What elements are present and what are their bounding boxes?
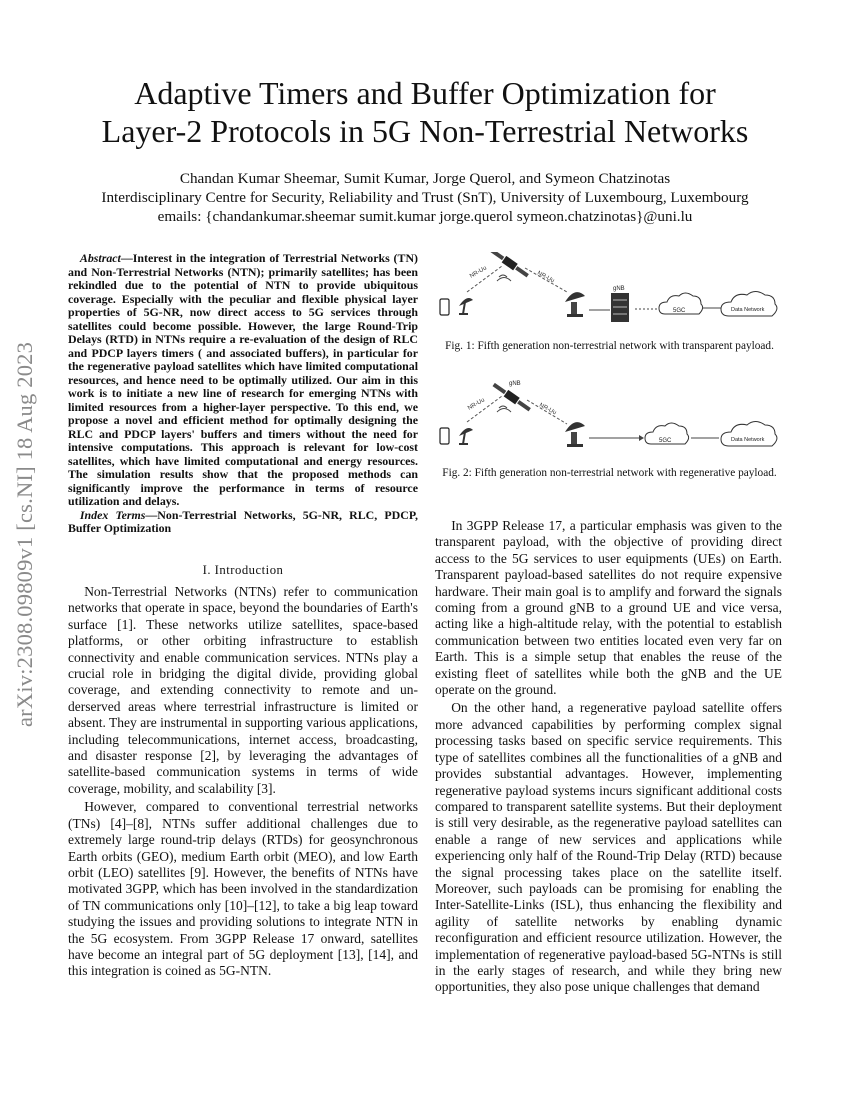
data-network-label-1: Data Network bbox=[731, 307, 765, 313]
section-heading: I. Introduction bbox=[202, 563, 284, 577]
emails: emails: {chandankumar.sheemar sumit.kumar jorge.querol symeon.chatzinotas}@uni.lu bbox=[157, 208, 693, 225]
arxiv-identifier: arXiv:2308.09809v1 [cs.NI] 18 Aug 2023 bbox=[12, 341, 37, 727]
fivegc-label-1: 5GC bbox=[673, 308, 686, 314]
title-line-1: Adaptive Timers and Buffer Optimization for bbox=[134, 75, 716, 111]
intro-paragraph-2: However, compared to conventional terrestrial networks (TNs) [4]–[8], NTNs suffer additional challenges due to extremely large round-trip delays (RTDs) for geosynchronous Earth orbits (GEO), medium Earth orbit (MEO), and low Earth orbit (LEO) satellites [9]. However, the benefits of NTNs have motivated 3GPP, which has been involved in the standardization of TN communications only [10]–[12], to take a big leap toward studying the issues and providing solutions to integrate NTN in the 5G ecosystem. From 3GPP Release 17 onward, satellites have become an integral part of 5G deployment [13], [14], and this integration is coined as 5G-NTN. bbox=[68, 799, 418, 979]
phone-icon bbox=[440, 428, 449, 444]
nr-uu-label-2: NR-Uu bbox=[536, 270, 556, 285]
title-line-2: Layer-2 Protocols in 5G Non-Terrestrial Networks bbox=[101, 113, 749, 149]
figure-2-caption: Fig. 2: Fifth generation non-terrestrial network with regenerative payload. bbox=[442, 467, 777, 479]
phone-icon bbox=[440, 299, 449, 315]
figure-1 bbox=[437, 252, 782, 332]
affiliation: Interdisciplinary Centre for Security, Reliability and Trust (SnT), University of Luxembourg, Luxembourg bbox=[101, 189, 749, 206]
nr-uu-label-1: NR-Uu bbox=[467, 397, 486, 412]
intro-column bbox=[68, 584, 418, 982]
satellite-icon bbox=[489, 252, 530, 279]
ue-dish-icon bbox=[459, 428, 473, 444]
index-terms-text: —Non-Terrestrial Networks, 5G-NR, RLC, PDCP, Buffer Optimization bbox=[68, 507, 418, 535]
intro-paragraph-1: Non-Terrestrial Networks (NTNs) refer to communication networks that operate in space, beyond the boundaries of Earth's surface [1]. These networks utilize satellites, space-based platforms, or other orbiting infrastructure to establish connectivity and enable communication services. NTNs play a crucial role in bridging the digital divide, providing global coverage, and extending connectivity to remote and un-derserved areas where terrestrial infrastructure is limited or absent. They are instrumental in supporting various applications, including telecommunications, internet access, broadcasting, and disaster response [2], by leveraging the advantages of satellite-based communication systems in terms of wide coverage, mobility, and scalability [3]. bbox=[68, 584, 418, 796]
gnb-label-2: gNB bbox=[509, 381, 521, 387]
figure-2 bbox=[437, 370, 782, 455]
author-block bbox=[70, 169, 780, 226]
abstract bbox=[68, 252, 418, 536]
data-network-label-2: Data Network bbox=[731, 437, 765, 443]
authors: Chandan Kumar Sheemar, Sumit Kumar, Jorge Querol, and Symeon Chatzinotas bbox=[179, 170, 671, 187]
abstract-text: —Interest in the integration of Terrestrial Networks (TN) and Non-Terrestrial Networks (NTN); primarily satellites; has been rekindled due to the potential of NTN to provide ubiquitous coverage. Especially with the peculiar and flexible physical layer properties of 5G-NR, now direct access to 5G services through satellites could become possible. However, the large Round-Trip Delays (RTD) in NTNs require a re-evaluation of the design of RLC and PDCP layers timers ( and associated buffers), in particular for the regenerative payload satellites which have limited computational resources, and hence need to be optimally utilized. Our aim in this work is to initiate a new line of research for emerging NTNs with limited resources from a higher-layer perspective. To this end, we propose a novel and efficient method for optimally designing the RLC and PDCP layers' buffers and timers without the need for intensive computations. This approach is relevant for low-cost satellites, which have limited computational and energy resources. The simulation results show that the proposed methods can significantly improve the performance in terms of resource utilization and delays. bbox=[68, 251, 418, 508]
nr-uu-label-2: NR-Uu bbox=[538, 402, 558, 417]
figure-1-caption: Fig. 1: Fifth generation non-terrestrial network with transparent payload. bbox=[445, 340, 774, 352]
index-terms-label: Index Terms bbox=[79, 507, 146, 522]
abstract-label: Abstract bbox=[79, 251, 121, 265]
ue-dish-icon bbox=[459, 298, 473, 314]
right-column bbox=[435, 518, 782, 998]
gnb-label-1: gNB bbox=[613, 286, 625, 292]
ground-dish-icon bbox=[565, 292, 585, 317]
gnb-server-icon bbox=[611, 293, 629, 322]
fivegc-label-2: 5GC bbox=[659, 438, 672, 444]
paper-title bbox=[70, 74, 780, 150]
nr-uu-label-1: NR-Uu bbox=[469, 265, 488, 280]
right-paragraph-1: In 3GPP Release 17, a particular emphasis was given to the transparent payload, with the objective of providing direct access to the 5G services to user equipments (UEs) on Earth. Transparent payload-based satellites do not require expensive hardware. Their main goal is to amplify and forward the signals coming from a ground gNB to a ground UE and vice versa, acting like a high-altitude relay, with the potential to establish communication between two entities located even very far on Earth. This is a simple setup that enables the reuse of the existing fleet of satellites while both the gNB and the UE operate on the ground. bbox=[435, 518, 782, 698]
ground-dish-icon bbox=[565, 422, 585, 447]
right-paragraph-2: On the other hand, a regenerative payload satellite offers more advanced capabilities by performing complex signal processing tasks based on specific service requirements. This type of satellites combines all the functionalities of a gNB and provides substantial advantages. However, implementing regenerative payload systems incurs significant additional costs compared to transparent satellite systems. But their deployment is still very desirable, as the regenerative payload satellites can enable a range of new services and applications while experiencing only half of the Round-Trip Delay (RTD) because the signal processing takes place on the satellite itself. Moreover, such payloads can be promising for enabling the Inter-Satellite-Links (ISL), thus enhancing the flexibility and agility of satellite networks by enabling dynamic reconfiguration and efficient resource utilization. However, the implementation of regenerative payload-based 5G-NTNs is still in the early stages of research, and while they bring new opportunities, they also pose unique challenges that demand bbox=[435, 700, 782, 995]
